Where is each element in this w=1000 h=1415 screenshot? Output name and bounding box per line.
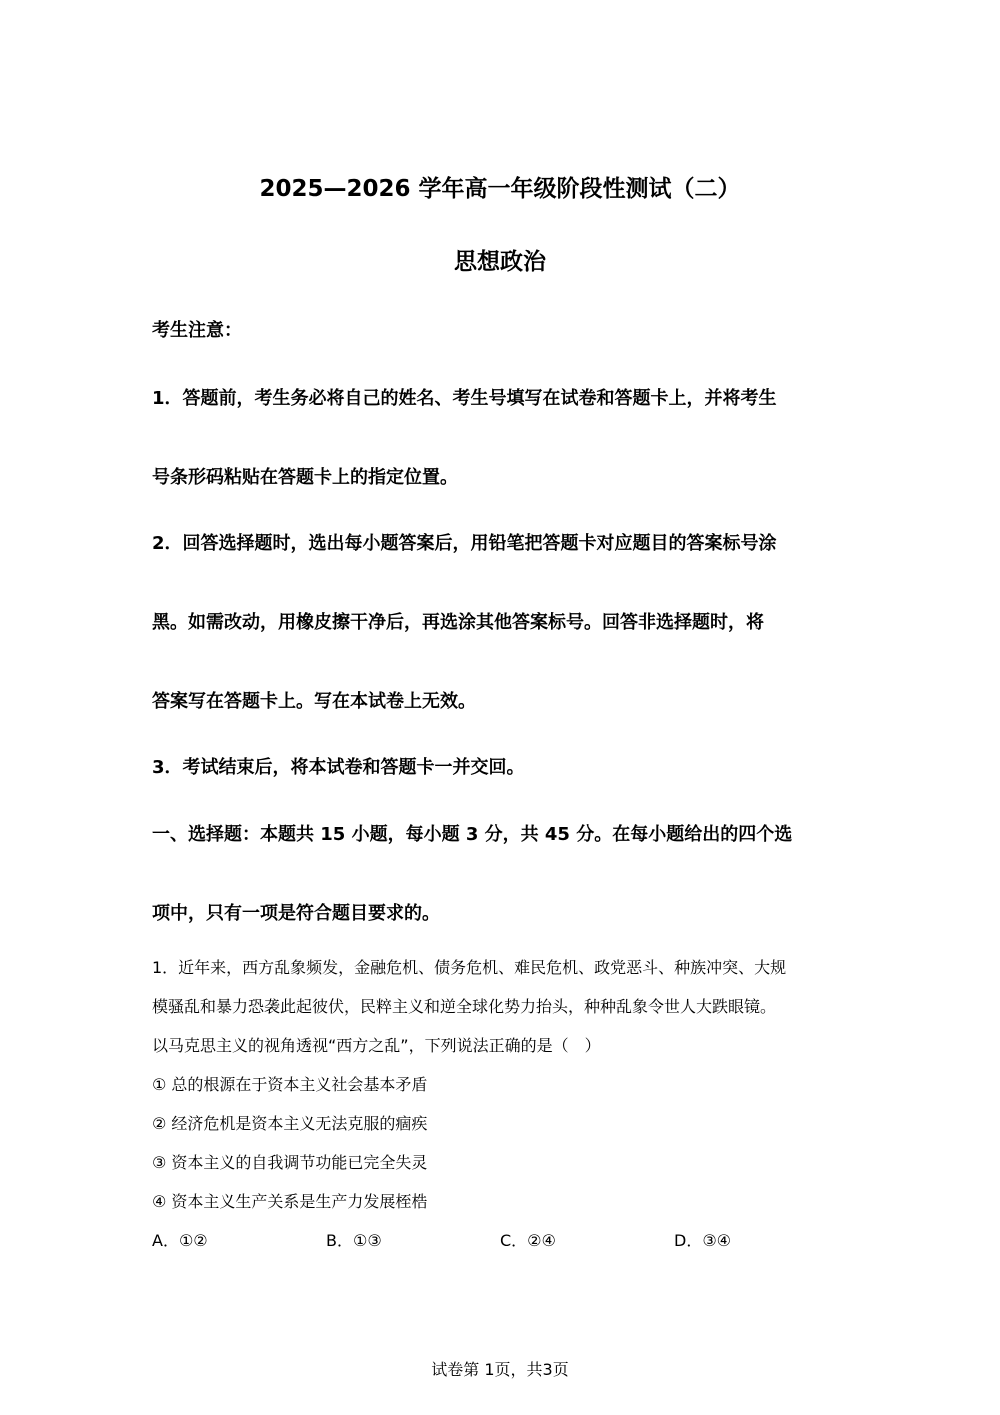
section-heading: 一、选择题：本题共 15 小题，每小题 3 分，共 45 分。在每小题给出的四个选 <box>152 824 793 845</box>
notice-line: 答案写在答题卡上。写在本试卷上无效。 <box>152 691 476 712</box>
statement-item: ④ 资本主义生产关系是生产力发展桎梏 <box>152 1192 428 1211</box>
subject-title: 思想政治 <box>454 249 546 275</box>
option-a: A．①② <box>152 1231 208 1250</box>
option-d: D．③④ <box>674 1231 732 1250</box>
notice-heading: 考生注意： <box>152 320 242 341</box>
notice-line: 3．考试结束后，将本试卷和答题卡一并交回。 <box>152 757 525 778</box>
exam-title: 2025—2026 学年高一年级阶段性测试（二） <box>259 176 741 202</box>
question-stem: 以马克思主义的视角透视“西方之乱”，下列说法正确的是（ ） <box>152 1036 601 1055</box>
notice-line: 1．答题前，考生务必将自己的姓名、考生号填写在试卷和答题卡上，并将考生 <box>152 388 777 409</box>
notice-line: 黑。如需改动，用橡皮擦干净后，再选涂其他答案标号。回答非选择题时，将 <box>152 612 764 633</box>
question-stem: 模骚乱和暴力恐袭此起彼伏，民粹主义和逆全球化势力抬头，种种乱象令世人大跌眼镜。 <box>152 997 777 1016</box>
notice-line: 号条形码粘贴在答题卡上的指定位置。 <box>152 467 458 488</box>
option-b: B．①③ <box>326 1231 382 1250</box>
section-heading: 项中，只有一项是符合题目要求的。 <box>152 903 440 924</box>
page-footer: 试卷第 1页，共3页 <box>431 1360 569 1379</box>
notice-line: 2．回答选择题时，选出每小题答案后，用铅笔把答题卡对应题目的答案标号涂 <box>152 533 777 554</box>
statement-item: ② 经济危机是资本主义无法克服的痼疾 <box>152 1114 428 1133</box>
statement-item: ③ 资本主义的自我调节功能已完全失灵 <box>152 1153 428 1172</box>
option-c: C．②④ <box>500 1231 556 1250</box>
question-stem: 1．近年来，西方乱象频发，金融危机、债务危机、难民危机、政党恶斗、种族冲突、大规 <box>152 958 787 977</box>
statement-item: ① 总的根源在于资本主义社会基本矛盾 <box>152 1075 428 1094</box>
